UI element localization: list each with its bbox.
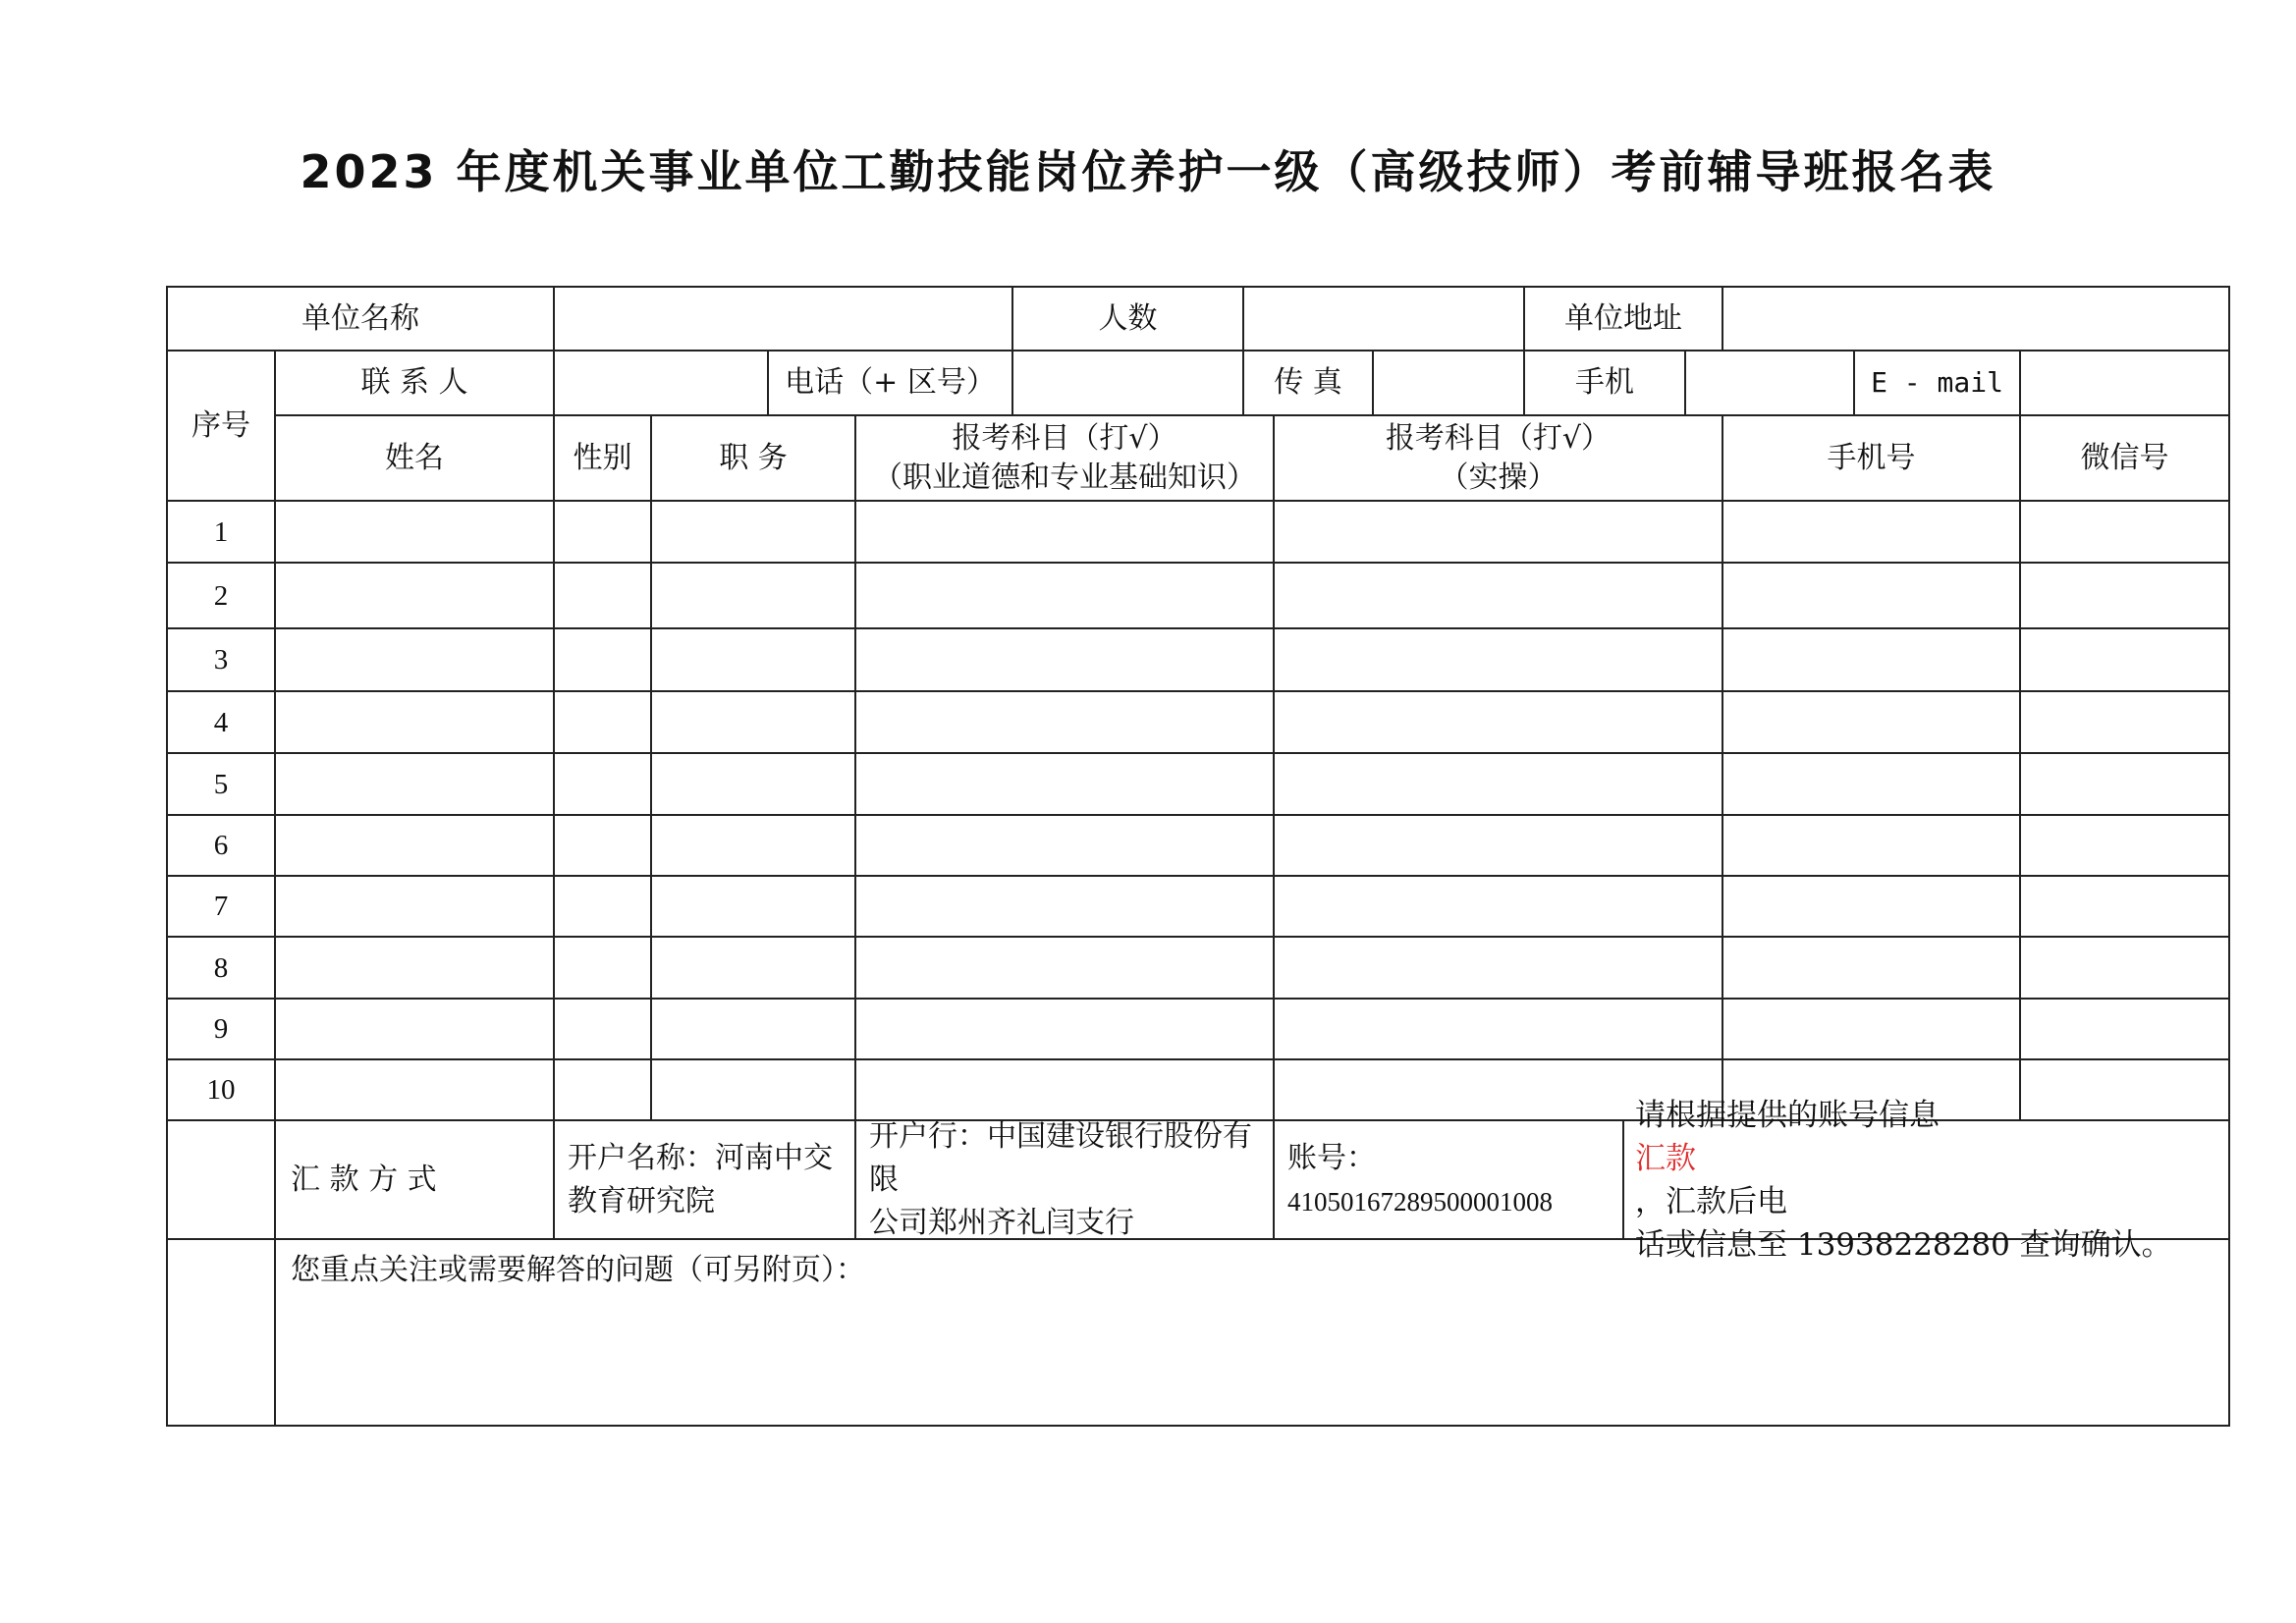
subject-theory-line1: 报考科目（打√） — [952, 420, 1177, 456]
gender-header: 性别 — [573, 440, 632, 475]
phone-field[interactable] — [1012, 351, 1243, 415]
account-name-line2: 教育研究院 — [568, 1183, 715, 1218]
email-field[interactable] — [2020, 351, 2229, 415]
row-number: 7 — [213, 891, 229, 922]
row-number: 1 — [213, 515, 229, 548]
bank-info — [855, 1120, 1274, 1239]
row-number: 2 — [213, 579, 229, 612]
account-name — [554, 1120, 855, 1239]
questions-label: 您重点关注或需要解答的问题（可另附页）： — [291, 1253, 865, 1287]
count-field[interactable] — [1243, 287, 1524, 351]
wechat-header: 微信号 — [2080, 440, 2169, 475]
subject-theory-line2: （职业道德和专业基础知识） — [873, 460, 1256, 495]
email-label: E - mail — [1871, 366, 2003, 399]
subject-practice-line1: 报考科目（打√） — [1385, 420, 1612, 456]
remittance-note-line1 — [1635, 1094, 1940, 1223]
contact-field[interactable] — [554, 351, 768, 415]
page-title: 2023 年度机关事业单位工勤技能岗位养护一级（高级技师）考前辅导班报名表 — [300, 145, 1996, 198]
subject-practice-header — [1274, 415, 1722, 501]
row-number: 6 — [213, 830, 229, 861]
note-highlight: 汇款 — [1635, 1140, 1696, 1176]
mobile-field[interactable] — [1685, 351, 1854, 415]
seq-header: 序号 — [191, 407, 250, 443]
unit-address-label: 单位地址 — [1564, 300, 1682, 336]
unit-name-field[interactable] — [554, 287, 1012, 351]
account-number: 41050167289500001008 — [1287, 1186, 1553, 1217]
position-header: 职 务 — [719, 440, 788, 475]
remittance-note-line2: 话或信息至 13938228280 查询确认。 — [1635, 1226, 2172, 1263]
fax-label: 传 真 — [1274, 365, 1342, 400]
row-number: 5 — [213, 768, 229, 800]
name-header: 姓名 — [385, 440, 444, 475]
note-part1: 请根据提供的账号信息 — [1635, 1097, 1940, 1133]
account-label: 账号： — [1287, 1140, 1376, 1175]
mobile-label: 手机 — [1575, 365, 1634, 400]
row-number: 9 — [213, 1013, 229, 1045]
remittance-note — [1623, 1097, 2229, 1263]
bank-line2: 公司郑州齐礼闫支行 — [869, 1205, 1134, 1240]
account-info — [1274, 1120, 1623, 1239]
subject-theory-header — [855, 415, 1274, 501]
unit-address-field[interactable] — [1722, 287, 2229, 351]
contact-label: 联 系 人 — [360, 365, 468, 400]
remittance-label: 汇 款 方 式 — [291, 1162, 437, 1197]
note-part2: ，汇款后电 — [1635, 1183, 1787, 1219]
count-label: 人数 — [1098, 300, 1158, 336]
bank-line1: 开户行：中国建设银行股份有限 — [869, 1118, 1252, 1197]
phone-label: 电话（+ 区号） — [785, 365, 996, 400]
account-name-line1: 开户名称：河南中交 — [568, 1140, 833, 1175]
row-number: 4 — [213, 706, 229, 738]
row-number: 10 — [206, 1074, 236, 1106]
mobile-no-header: 手机号 — [1827, 440, 1916, 475]
fax-field[interactable] — [1373, 351, 1524, 415]
row-number: 3 — [213, 644, 229, 676]
row-number: 8 — [213, 951, 229, 984]
unit-name-label: 单位名称 — [301, 300, 419, 336]
subject-practice-line2: （实操） — [1439, 460, 1558, 495]
